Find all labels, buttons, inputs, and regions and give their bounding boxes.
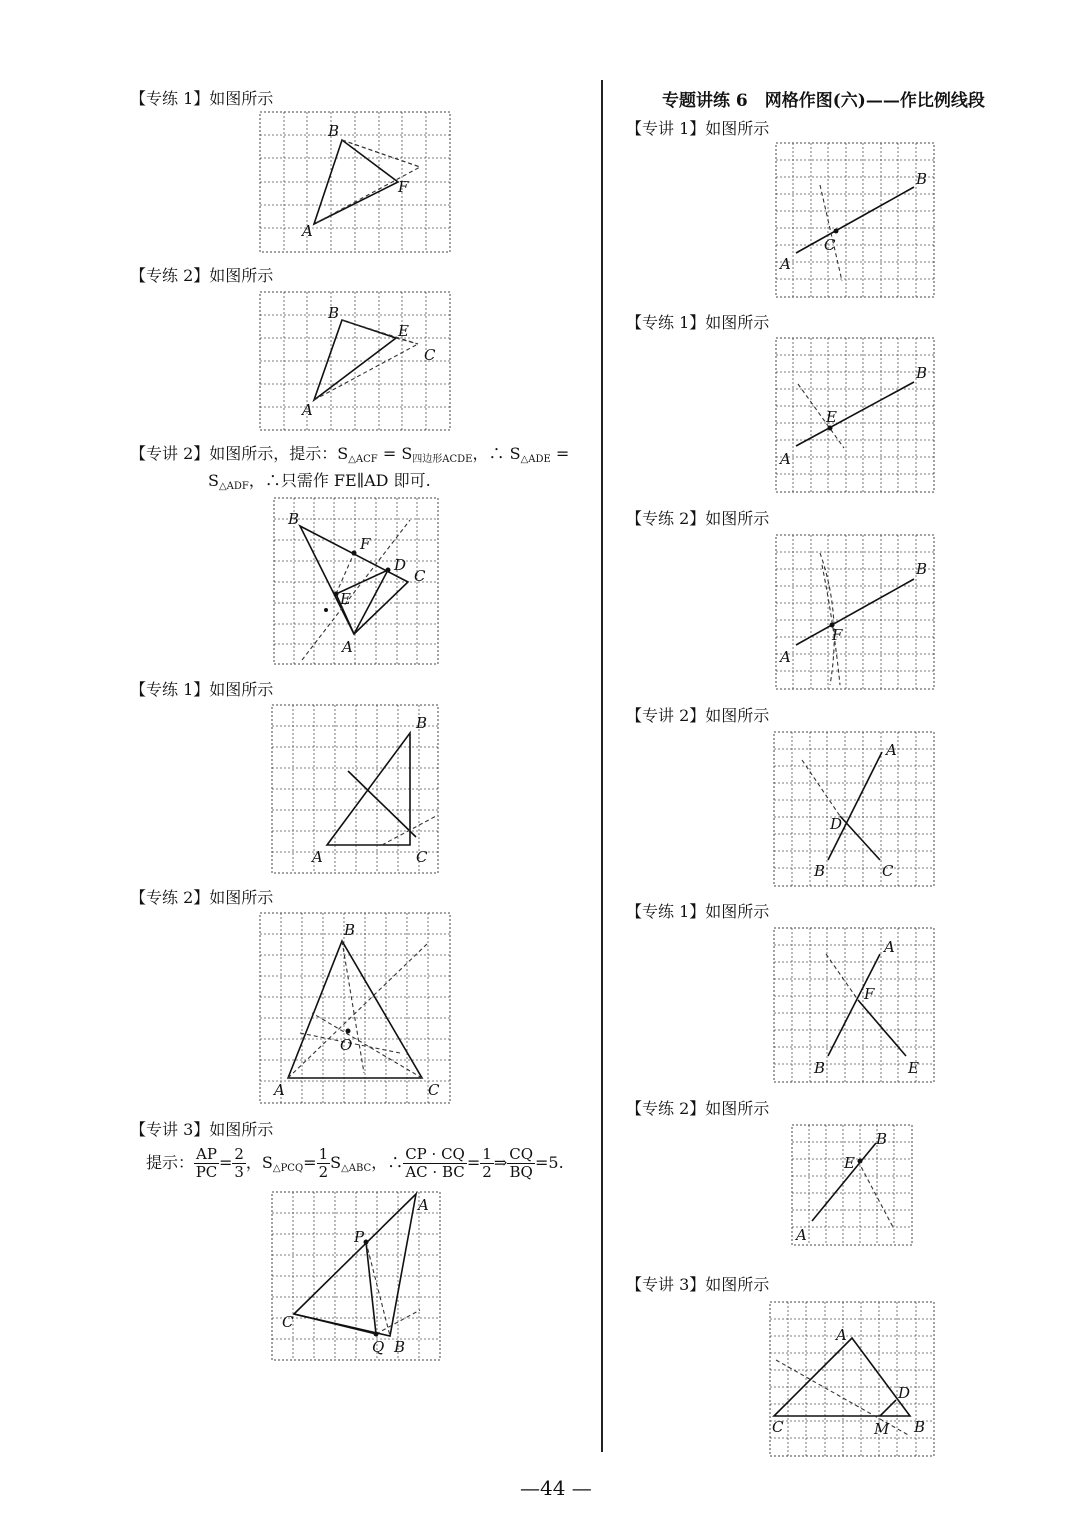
section-label-left-6: 【专讲 3】如图所示: [130, 1120, 274, 1139]
grid-figure-right-4: [774, 732, 934, 886]
point-label: C: [424, 346, 436, 364]
point-label: C: [414, 567, 426, 585]
section-label-left-4: 【专练 1】如图所示: [130, 680, 274, 699]
point-label: F: [360, 535, 371, 553]
column-divider: [601, 80, 603, 1452]
grid-figure-left-1: [260, 112, 450, 252]
grid-figure-right-2: [776, 338, 934, 492]
section-label-right-2: 【专练 1】如图所示: [626, 313, 770, 332]
point-label: B: [916, 364, 928, 382]
point-label: B: [914, 1418, 926, 1436]
point-label: B: [814, 862, 826, 880]
point-label: B: [814, 1059, 826, 1077]
point-label: A: [836, 1326, 847, 1344]
hint-line-left-3: $S_{\triangle ADF}$，∴只需作 FE∥AD 即可.: [208, 471, 431, 492]
point-label: B: [876, 1130, 888, 1148]
grid-figure-left-4: [272, 705, 438, 873]
point-label: O: [340, 1036, 353, 1054]
point-label: Q: [372, 1338, 385, 1356]
point-label: A: [302, 222, 313, 240]
section-title: 专题讲练 6 网格作图(六)——作比例线段: [662, 91, 985, 111]
point-label: F: [832, 626, 843, 644]
point-label: D: [898, 1384, 911, 1402]
grid-figure-right-3: [776, 535, 934, 689]
point-label: A: [274, 1081, 285, 1099]
point-label: P: [354, 1228, 365, 1246]
point-label: A: [418, 1196, 429, 1214]
point-label: B: [916, 170, 928, 188]
point-label: B: [328, 122, 340, 140]
point-label: A: [884, 938, 895, 956]
section-label-right-1: 【专讲 1】如图所示: [626, 119, 770, 138]
point-label: B: [416, 714, 428, 732]
point-label: E: [826, 408, 837, 426]
point-label: C: [772, 1418, 784, 1436]
point-label: C: [824, 236, 836, 254]
grid-figure-left-6: [272, 1192, 440, 1360]
point-label: E: [844, 1154, 855, 1172]
grid-figure-left-5: [260, 913, 450, 1103]
point-label: C: [882, 862, 894, 880]
hint-formula: 提示： $\frac{AP}{PC}$ = $\frac{2}{3}$ ，$S_{\triangle PCQ}=$ $\frac{1}{2}$ $S_{\triangle ABC}$，∴ $\frac{CP \cdot CQ}{AC \cdot BC}$ = $\frac{1}{2}$ ⇒ $\frac{CQ}{BQ}$ =5.: [146, 1145, 564, 1181]
section-label-left-5: 【专练 2】如图所示: [130, 888, 274, 907]
point-label: A: [796, 1226, 807, 1244]
point-label: A: [780, 648, 791, 666]
point-label: A: [302, 401, 313, 419]
point-label: E: [398, 322, 409, 340]
point-label: D: [394, 556, 407, 574]
point-label: C: [428, 1081, 440, 1099]
grid-figure-right-1: [776, 143, 934, 297]
grid-figure-right-7: [770, 1302, 934, 1456]
point-label: D: [830, 815, 843, 833]
point-label: C: [282, 1313, 294, 1331]
section-label-right-7: 【专讲 3】如图所示: [626, 1275, 770, 1294]
point-label: F: [864, 985, 875, 1003]
point-label: A: [780, 450, 791, 468]
section-label-right-4: 【专讲 2】如图所示: [626, 706, 770, 725]
point-label: B: [288, 510, 300, 528]
point-label: A: [312, 848, 323, 866]
point-label: M: [874, 1420, 890, 1438]
section-label-right-5: 【专练 1】如图所示: [626, 902, 770, 921]
section-label-left-1: 【专练 1】如图所示: [130, 89, 274, 108]
point-label: B: [916, 560, 928, 578]
point-label: E: [340, 590, 351, 608]
point-label: A: [342, 638, 353, 656]
point-label: B: [328, 304, 340, 322]
section-label-right-3: 【专练 2】如图所示: [626, 509, 770, 528]
point-label: F: [398, 178, 409, 196]
point-label: C: [416, 848, 428, 866]
section-label-left-2: 【专练 2】如图所示: [130, 266, 274, 285]
grid-figure-left-2: [260, 292, 450, 430]
page-number: —44 —: [520, 1476, 592, 1500]
point-label: B: [394, 1338, 406, 1356]
point-label: B: [344, 921, 356, 939]
point-label: E: [908, 1059, 919, 1077]
point-label: A: [780, 255, 791, 273]
section-label-left-3: 【专讲 2】如图所示，提示：$S_{\triangle ACF} = S_{四边形ACDE}$，∴ $S_{\triangle ADE}$ =: [130, 444, 570, 465]
point-label: A: [886, 741, 897, 759]
section-label-right-6: 【专练 2】如图所示: [626, 1099, 770, 1118]
grid-figure-right-6: [792, 1125, 912, 1245]
